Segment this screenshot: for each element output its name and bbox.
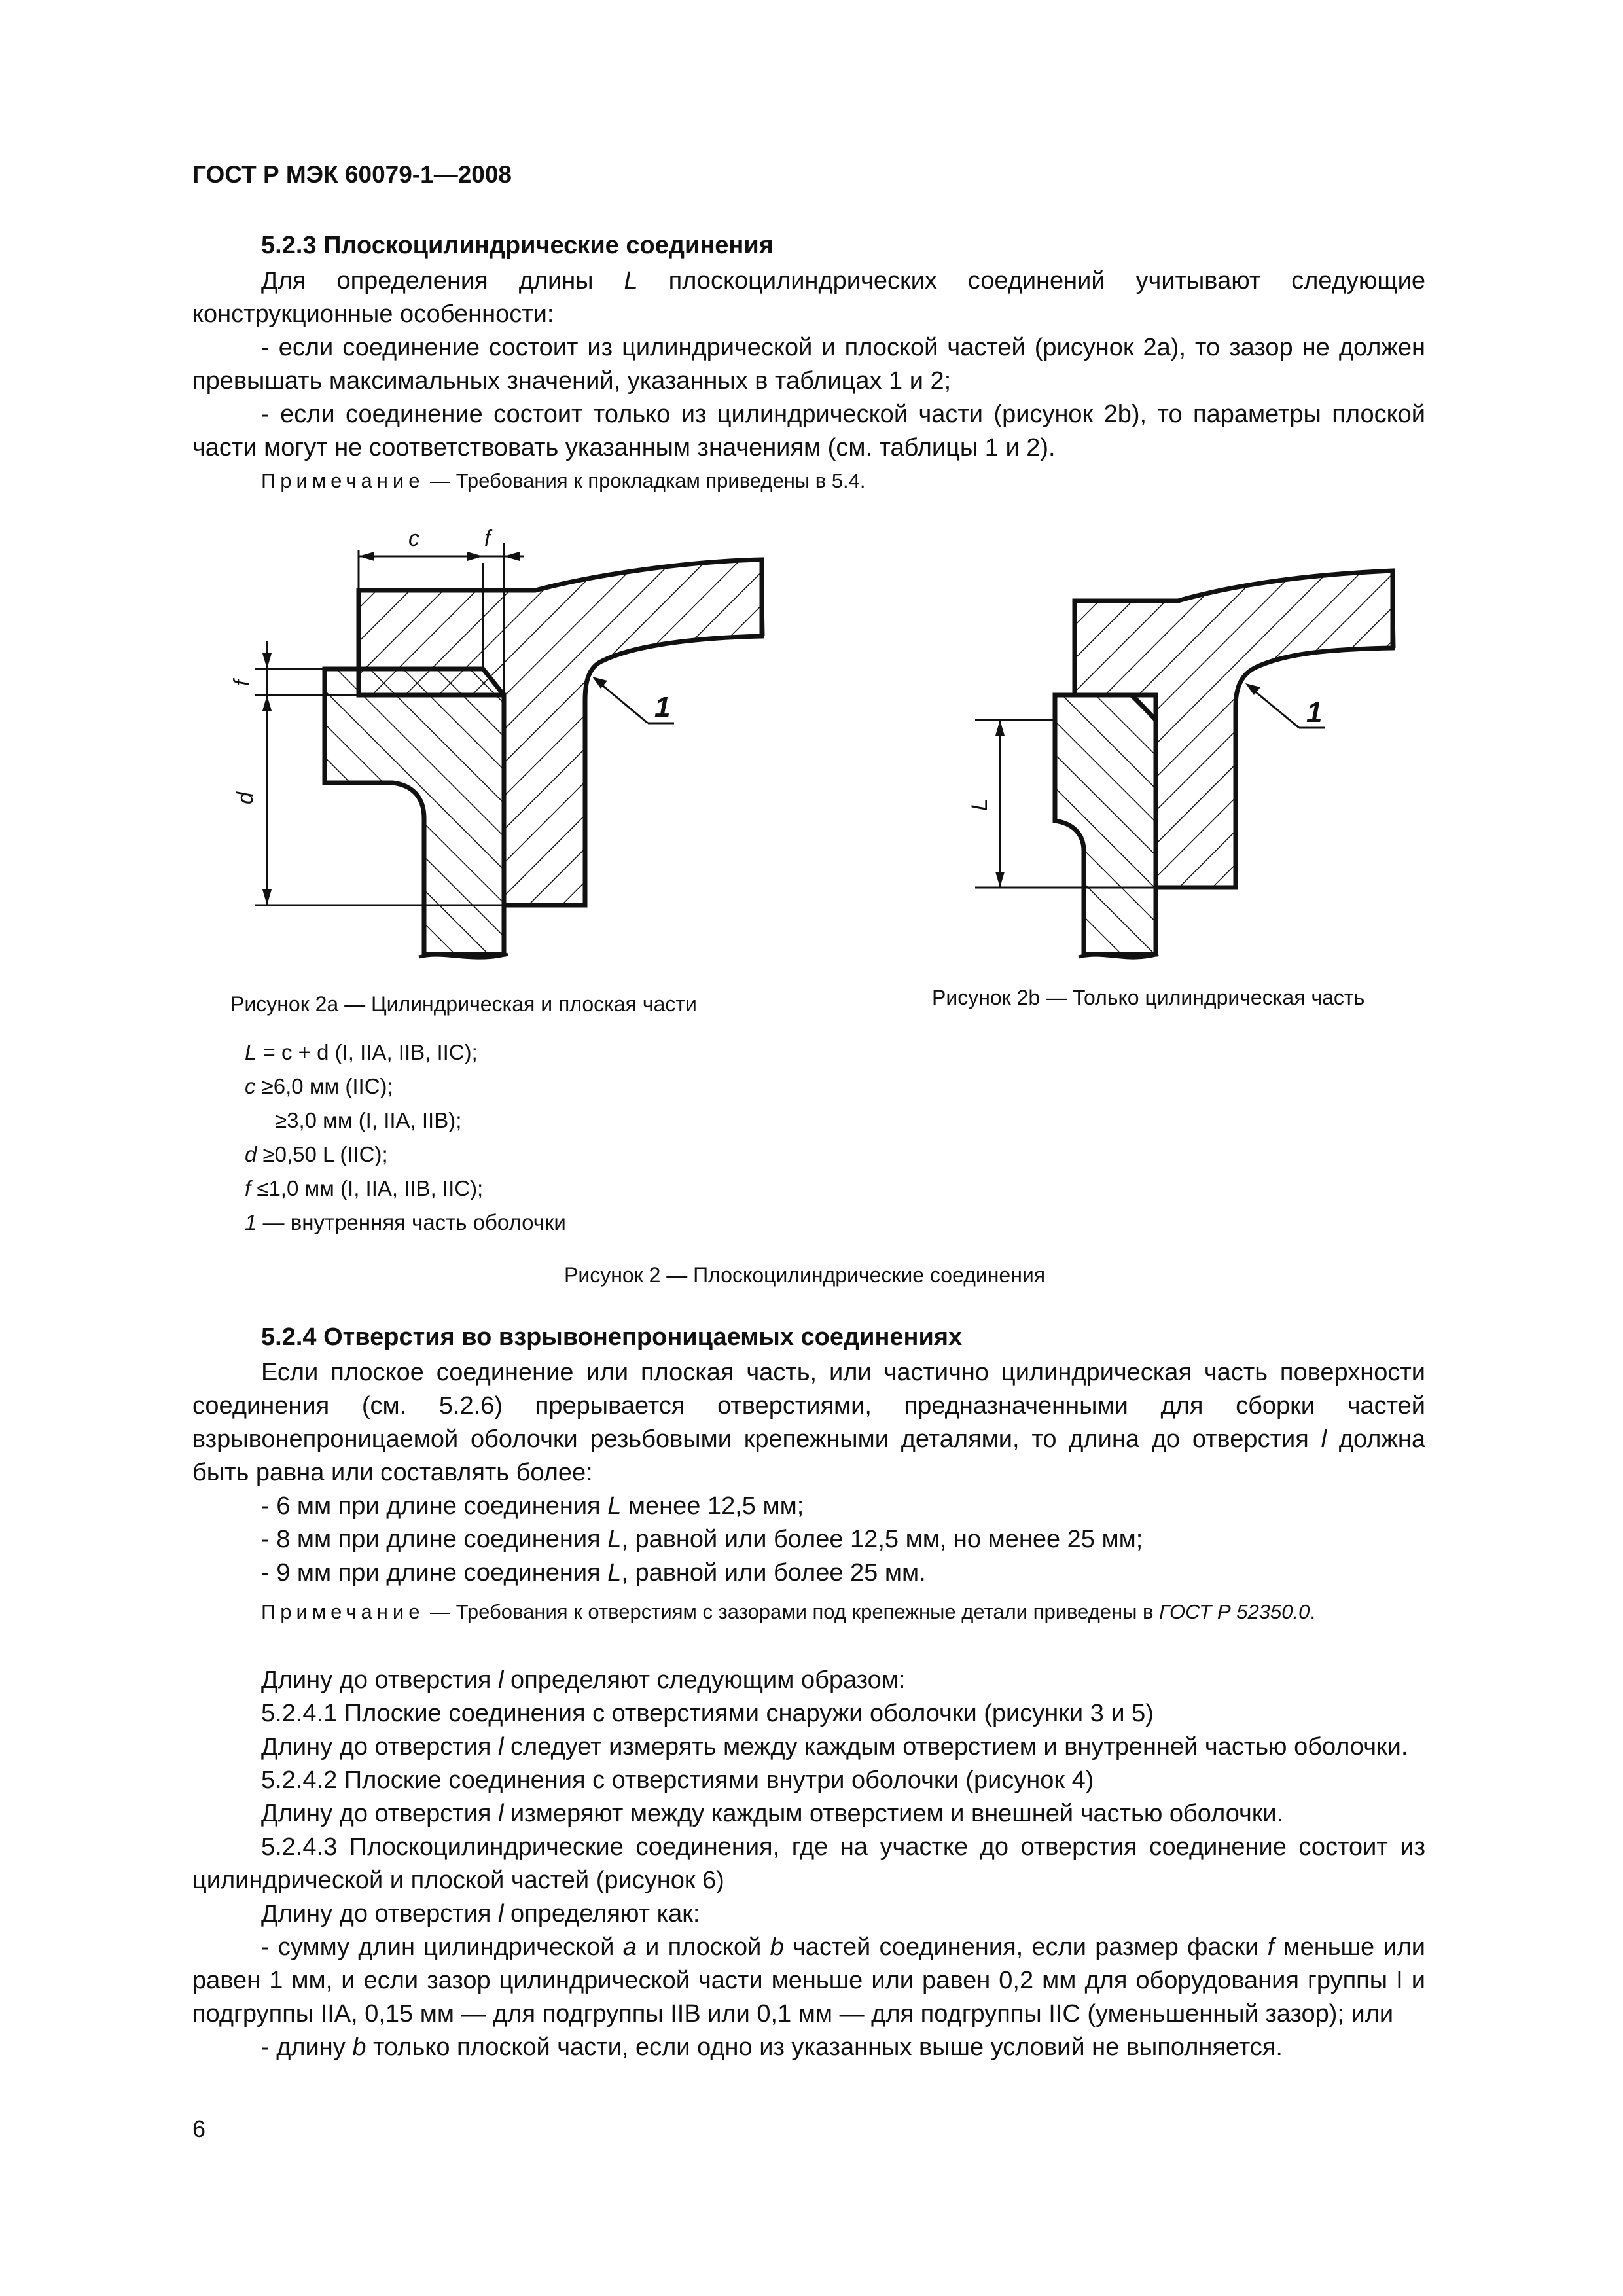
figure-2-caption: Рисунок 2 — Плоскоцилиндрические соединения [564, 1263, 1046, 1287]
section-5-2-3-item-2: - если соединение состоит только из цилиндрической части (рисунок 2b), то параметры плоской части могут не соответствовать указанным значениям (см. таблицы 1 и 2). [192, 401, 1425, 461]
section-5-2-4-definition: Длину до отверстия l определяют следующим образом: [261, 1666, 906, 1694]
section-5-2-4-3-item-1: - сумму длин цилиндрической a и плоской b частей соединения, если размер фаски f меньше или равен 1 мм, и если зазор цилиндрической части меньше или равен 0,2 мм для оборудования группы I и подгруппы IIA, 0,15 мм — для подгруппы IIB или 0,1 мм — для подгруппы IIC (уменьшенный зазор); или [192, 1933, 1425, 2028]
fig2b-label-1: 1 [1306, 696, 1323, 728]
legend-line-3: ≥3,0 мм (I, IIA, IIB); [275, 1108, 462, 1132]
section-5-2-4-1-text: Длину до отверстия l следует измерять между каждым отверстием и внутренней частью оболочки. [261, 1733, 1408, 1761]
fig2a-label-d: d [232, 792, 258, 804]
figure-2-legend [245, 1035, 566, 1240]
section-5-2-4-bullet-2: - 8 мм при длине соединения L, равной или более 12,5 мм, но менее 25 мм; [261, 1526, 1143, 1553]
legend-line-2: c ≥6,0 мм (IIC); [245, 1074, 393, 1098]
fig2a-label-c: c [408, 526, 419, 551]
legend-line-5: f ≤1,0 мм (I, IIA, IIB, IIC); [245, 1176, 484, 1200]
section-5-2-3-paragraph: Для определения длины L плоскоцилиндрических соединений учитывают следующие конструкционные особенности: [192, 267, 1425, 328]
section-5-2-4-1-title: 5.2.4.1 Плоские соединения с отверстиями снаружи оболочки (рисунки 3 и 5) [261, 1700, 1154, 1727]
section-5-2-4-paragraph: Если плоское соединение или плоская часть, или частично цилиндрическая часть поверхности соединения (см. 5.2.6) прерывается отверстиями, предназначенными для сборки частей взрывонепроницаемой оболочки резьбовыми крепежными деталями, то длина до отверстия l должна быть равна или составлять более: [192, 1359, 1425, 1486]
section-5-2-3-title: 5.2.3 Плоскоцилиндрические соединения [261, 232, 774, 259]
fig2a-label-f-side: f [230, 679, 255, 687]
section-5-2-4-bullet-1: - 6 мм при длине соединения L менее 12,5 мм; [261, 1492, 804, 1520]
section-5-2-4-3-title: 5.2.4.3 Плоскоцилиндрические соединения, где на участке до отверстия соединение состоит из цилиндрической и плоской частей (рисунок 6) [192, 1833, 1425, 1894]
page-number: 6 [192, 2115, 206, 2142]
fig2a-cover-part [325, 669, 504, 954]
legend-line-4: d ≥0,50 L (IIC); [245, 1142, 388, 1166]
document-header: ГОСТ Р МЭК 60079-1—2008 [192, 161, 512, 188]
section-5-2-4-note: Примечание — Требования к отверстиям с зазорами под крепежные детали приведены в ГОСТ Р 52350.0. [261, 1600, 1315, 1623]
section-5-2-4-2-text: Длину до отверстия l измеряют между каждым отверстием и внешней частью оболочки. [261, 1800, 1284, 1827]
fig2b-label-L: L [967, 798, 992, 811]
fig2b-cover-part [1055, 695, 1156, 954]
section-5-2-3-note: Примечание — Требования к прокладкам приведены в 5.4. [261, 469, 866, 492]
section-5-2-4-title: 5.2.4 Отверстия во взрывонепроницаемых соединениях [261, 1323, 963, 1351]
legend-line-6: 1 — внутренняя часть оболочки [245, 1210, 566, 1234]
section-5-2-4-2-title: 5.2.4.2 Плоские соединения с отверстиями внутри оболочки (рисунок 4) [261, 1767, 1094, 1794]
fig2a-label-1: 1 [654, 691, 671, 723]
legend-line-1: L = c + d (I, IIA, IIB, IIC); [245, 1040, 478, 1064]
section-5-2-4-3-item-2: - длину b только плоской части, если одно из указанных выше условий не выполняется. [261, 2034, 1283, 2061]
figure-2a-caption: Рисунок 2а — Цилиндрическая и плоская части [230, 992, 697, 1016]
figure-2b-caption: Рисунок 2b — Только цилиндрическая часть [932, 986, 1365, 1009]
fig2a-label-f-top: f [484, 526, 491, 551]
section-5-2-4-3-definition: Длину до отверстия l определяют как: [261, 1900, 700, 1928]
section-5-2-4-bullet-3: - 9 мм при длине соединения L, равной или более 25 мм. [261, 1559, 926, 1587]
section-5-2-3-item-1: - если соединение состоит из цилиндрической и плоской частей (рисунок 2а), то зазор не должен превышать максимальных значений, указанных в таблицах 1 и 2; [192, 334, 1425, 395]
